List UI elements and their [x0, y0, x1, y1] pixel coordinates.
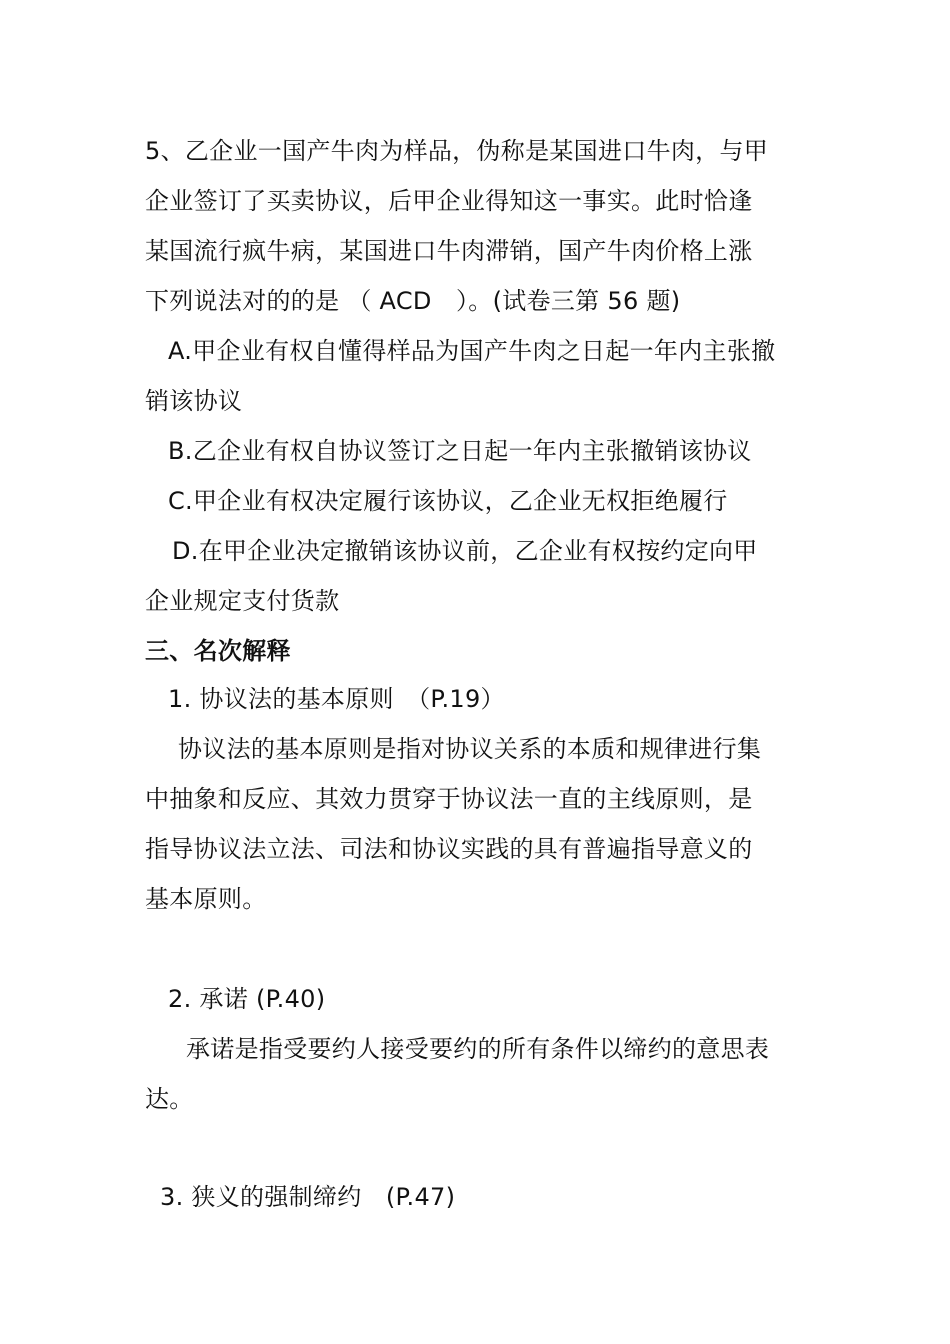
option-b: B.乙企业有权自协议签订之日起一年内主张撤销该协议 — [168, 437, 752, 465]
option-c: C.甲企业有权决定履行该协议，乙企业无权拒绝履行 — [168, 487, 728, 515]
term-1-body-line-4: 基本原则。 — [145, 885, 267, 913]
term-3-title: 3. 狭义的强制缔约 (P.47) — [160, 1183, 456, 1211]
term-2-title: 2. 承诺 (P.40) — [168, 985, 326, 1013]
option-a-line-2: 销该协议 — [145, 387, 243, 415]
option-d-line-2: 企业规定支付货款 — [145, 587, 340, 615]
term-2-body-line-1: 承诺是指受要约人接受要约的所有条件以缔约的意思表 — [186, 1035, 770, 1063]
term-1-body-line-1: 协议法的基本原则是指对协议关系的本质和规律进行集 — [178, 735, 762, 763]
term-1-body-line-3: 指导协议法立法、司法和协议实践的具有普遍指导意义的 — [145, 835, 753, 863]
term-1-body-line-2: 中抽象和反应、其效力贯穿于协议法一直的主线原则，是 — [145, 785, 753, 813]
option-d-line-1: D.在甲企业决定撤销该协议前，乙企业有权按约定向甲 — [172, 537, 758, 565]
question-5-stem-line-3: 某国流行疯牛病，某国进口牛肉滞销，国产牛肉价格上涨 — [145, 237, 753, 265]
term-2-body-line-2: 达。 — [145, 1085, 194, 1113]
option-a-line-1: A.甲企业有权自懂得样品为国产牛肉之日起一年内主张撤 — [168, 337, 776, 365]
question-5-stem-line-1: 5、乙企业一国产牛肉为样品，伪称是某国进口牛肉，与甲 — [145, 137, 769, 165]
section-3-heading: 三、名次解释 — [145, 637, 291, 665]
question-5-stem-line-4: 下列说法对的的是 （ ACD ）。(试卷三第 56 题) — [145, 287, 681, 315]
question-5-stem-line-2: 企业签订了买卖协议，后甲企业得知这一事实。此时恰逢 — [145, 187, 753, 215]
term-1-title: 1. 协议法的基本原则 （P.19） — [168, 685, 505, 713]
